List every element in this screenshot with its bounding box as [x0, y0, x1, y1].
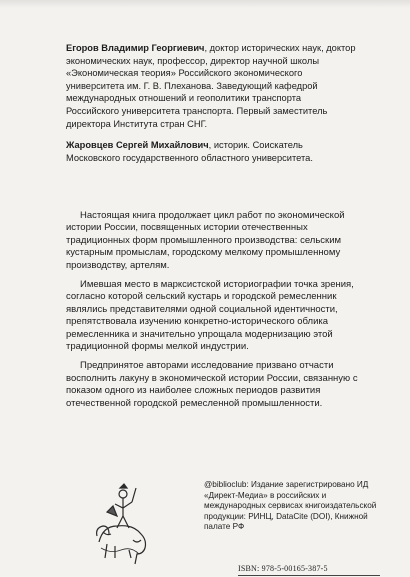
author-name: Жаровцев Сергей Михайлович — [66, 140, 209, 151]
author-description: , доктор исторических наук, доктор экономических наук, профессор, директор научной школы «Экономическая теория» Российского экономического университета им. Г. В. Плеханова. Заведующий кафедрой международных отношений и геополитики транспорта Российского университета транспорта. Первый заместитель директора Института стран СНГ. — [66, 43, 356, 129]
author-description: , историк. Соискатель Московского государственного областного университета. — [66, 140, 313, 163]
warrior-on-lion-emblem-icon — [93, 482, 151, 568]
cover-edge — [0, 0, 410, 8]
author-bios — [66, 42, 356, 173]
publisher-registration-note: @biblioclub: Издание зарегистрировано ИД «Директ-Медиа» в российских и международных сервисах книгоиздательской продукции: РИНЦ, DataCite (DOI), Книжной палате РФ — [204, 480, 377, 531]
author-name: Егоров Владимир Георгиевич — [66, 43, 205, 53]
book-annotation — [66, 210, 360, 417]
annotation-paragraph: Имевшая место в марксистской историографии точка зрения, согласно которой сельский кустарь и городской ремесленник являлись представителями одной социальной идентичности, препятствовала изучению конкретно-исторического облика ремесленника и значительно упрощала модернизацию этой традиционной формы мелкой индустрии. — [66, 279, 354, 353]
annotation-paragraph: Настоящая книга продолжает цикл работ по экономической истории России, посвященных истории отечественных традиционных форм промышленного производства: сельским кустарным промыслам, городскому мелкому промышленному производству, артелям. — [66, 210, 345, 271]
author-bio-zharovtsev — [66, 139, 356, 164]
annotation-paragraph: Предпринятое авторами исследование призвано отчасти восполнить лакуну в экономической истории России, связанную с показом одного из наиболее сложных периодов развития отечественной городской ремесленной промышленности. — [66, 360, 358, 409]
author-bio-egorov — [66, 42, 356, 130]
isbn-divider — [238, 575, 380, 576]
isbn-label: ISBN: 978-5-00165-387-5 — [238, 564, 328, 573]
